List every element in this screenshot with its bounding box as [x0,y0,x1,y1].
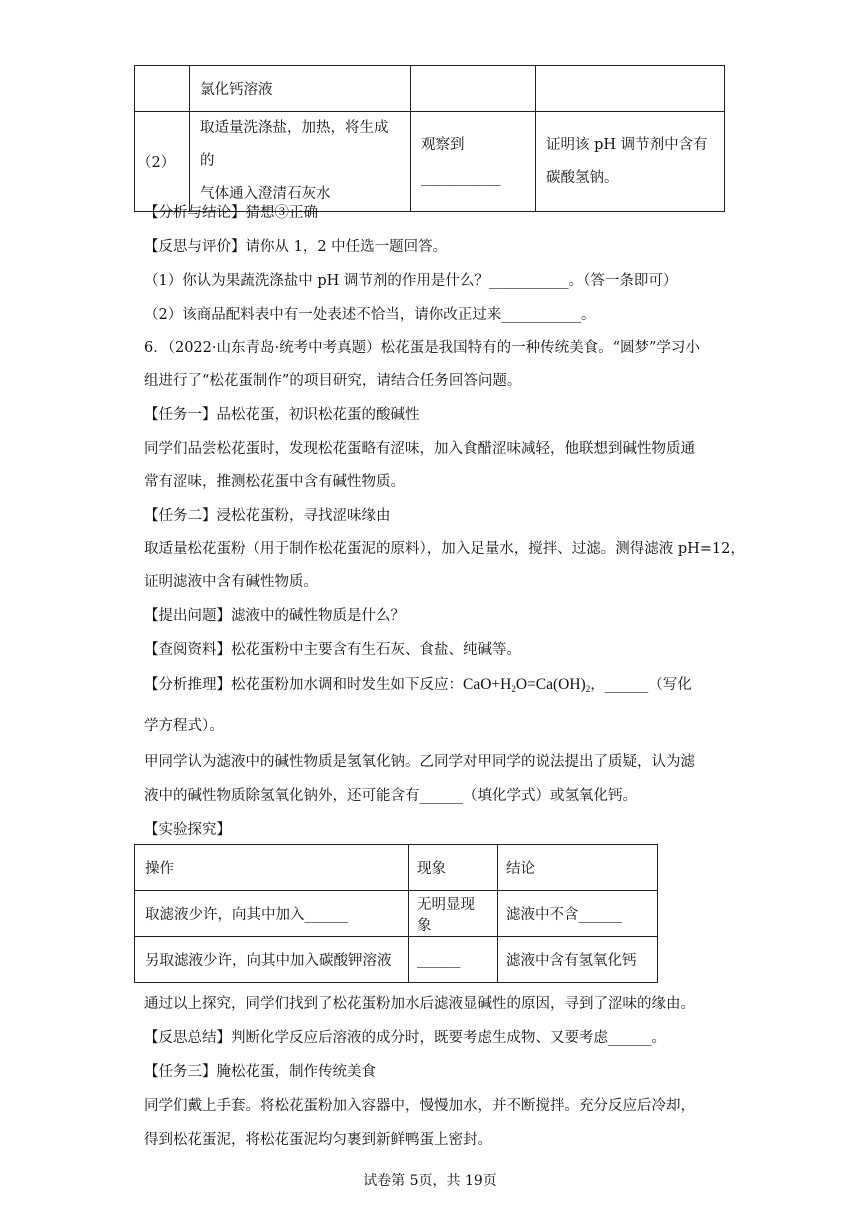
table-cell-phenomenon [411,112,536,212]
table-cell: 另取滤液少许，向其中加入碳酸钾溶液 [135,937,409,983]
experiment-table [134,844,658,983]
table-cell: 滤液中不含______ [498,891,658,937]
table-row [135,891,658,937]
question-2: （2）该商品配料表中有一处表述不恰当，请你改正过来___________。 [144,307,596,323]
task1-paragraph: 常有涩味，推测松花蛋中含有碱性物质。 [144,474,405,490]
question-1: （1）你认为果蔬洗涤盐中 pH 调节剂的作用是什么？___________。（答一条即可） [144,273,678,289]
table-cell-operation: 氯化钙溶液 [190,66,411,112]
table-cell-num: （2） [135,112,190,212]
task1-paragraph: 同学们品尝松花蛋时，发现松花蛋略有涩味，加入食醋涩味减轻，他联想到碱性物质通 [144,441,695,457]
cell-text: 碳酸氢钠。 [546,169,619,186]
paragraph: 通过以上探究，同学们找到了松花蛋粉加水后滤液显碱性的原因，寻到了涩味的缘由。 [144,996,695,1012]
table-cell: 取滤液少许，向其中加入______ [135,891,409,937]
analysis-heading: 【分析与结论】猜想③正确 [144,205,318,221]
table-cell-conclusion [536,112,725,212]
task1-heading: 【任务一】品松花蛋，初识松花蛋的酸碱性 [144,407,420,423]
task2-paragraph: 证明滤液中含有碱性物质。 [144,574,318,590]
table-cell-phenomenon [411,66,536,112]
reasoning-line2: 学方程式）。 [144,718,224,734]
paragraph: 液中的碱性物质除氢氧化钠外，还可能含有______（填化学式）或氢氧化钙。 [144,788,637,804]
table-row [135,112,725,212]
table-cell: 滤液中含有氢氧化钙 [498,937,658,983]
cell-text: 气体通入澄清石灰水 [200,186,331,202]
formula-text: CaO+H [463,676,512,693]
table-header-row [135,845,658,891]
experiment-heading: 【实验探究】 [144,822,231,838]
reasoning-line [144,673,692,694]
subscript: 2 [511,684,516,694]
cell-text: 取适量洗涤盐，加热，将生成的 [200,120,389,169]
table-cell-conclusion [536,66,725,112]
question-6-line2: 组进行了“松花蛋制作”的项目研究，请结合任务回答问题。 [144,373,522,389]
task2-heading: 【任务二】浸松花蛋粉，寻找涩味缘由 [144,508,391,524]
top-experiment-table [134,65,725,212]
task3-paragraph: 得到松花蛋泥，将松花蛋泥均匀裹到新鲜鸭蛋上密封。 [144,1132,492,1148]
table-row [135,937,658,983]
task3-heading: 【任务三】腌松花蛋，制作传统美食 [144,1064,376,1080]
task3-paragraph: 同学们戴上手套。将松花蛋粉加入容器中，慢慢加水，并不断搅拌。充分反应后冷却， [144,1098,695,1114]
cell-text: 观察到 [421,136,465,153]
formula-text: O=Ca(OH) [515,676,586,693]
reflect-heading: 【反思与评价】请你从 1，2 中任选一题回答。 [144,239,448,255]
page-footer: 试卷第 5页，共 19页 [363,1173,497,1189]
paragraph: 甲同学认为滤液中的碱性物质是氢氧化钠。乙同学对甲同学的说法提出了质疑，认为滤 [144,754,695,770]
table-cell-operation [190,112,411,212]
reasoning-text: 【分析推理】松花蛋粉加水调和时发生如下反应： [144,677,463,693]
header-cell: 结论 [498,845,658,891]
reasoning-text: ，______（写化 [590,677,692,693]
question-6-line1: 6．（2022·山东青岛·统考中考真题）松花蛋是我国特有的一种传统美食。“圆梦”学习小 [144,340,700,356]
header-cell: 现象 [409,845,498,891]
task2-paragraph: 取适量松花蛋粉（用于制作松花蛋泥的原料），加入足量水，搅拌、过滤。测得滤液 pH=12， [144,541,745,557]
answer-blank: ___________ [421,169,501,186]
header-cell: 操作 [135,845,409,891]
table-row [135,66,725,112]
table-cell-num [135,66,190,112]
summary-heading: 【反思总结】判断化学反应后溶液的成分时，既要考虑生成物、又要考虑______。 [144,1030,666,1046]
lookup-heading: 【查阅资料】松花蛋粉中主要含有生石灰、食盐、纯碱等。 [144,642,521,658]
table-cell: 无明显现象 [409,891,498,937]
formula [463,676,590,693]
table-cell: ______ [409,937,498,983]
cell-text: 证明该 pH 调节剂中含有 [546,136,708,153]
subscript: 2 [585,684,591,694]
question-heading: 【提出问题】滤液中的碱性物质是什么？ [144,608,405,624]
